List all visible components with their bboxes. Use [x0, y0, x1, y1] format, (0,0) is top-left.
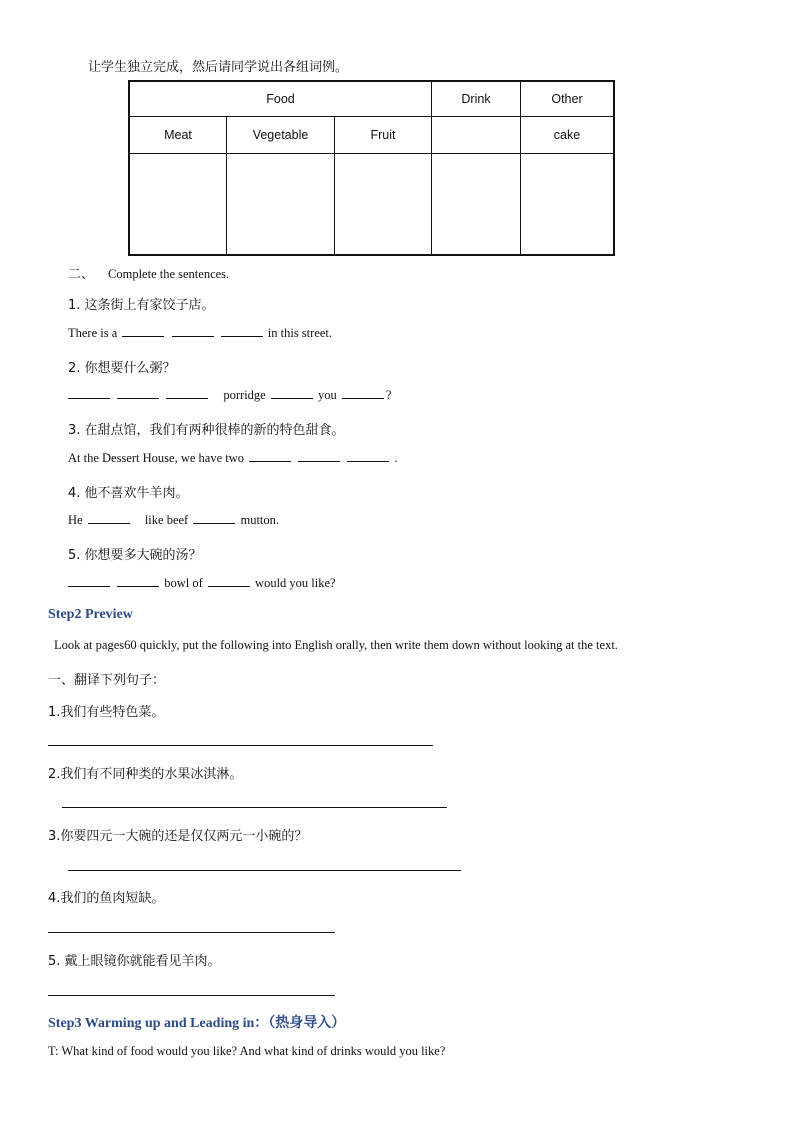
q4-part-b: like beef — [144, 513, 189, 527]
translate-3: 3.你要四元一大碗的还是仅仅两元一小碗的？ — [48, 829, 308, 844]
q4-part-a: He — [68, 513, 83, 527]
answer-line-5[interactable] — [48, 995, 335, 996]
q4-part-c: mutton. — [240, 513, 280, 527]
subheader-vegetable: Vegetable — [227, 117, 335, 154]
q3-part-a: At the Dessert House, we have two — [68, 451, 244, 465]
answer-line-2[interactable] — [62, 807, 447, 808]
step2-instruction: Look at pages60 quickly, put the following into English orally, then write them down without looking at the text. — [54, 638, 618, 652]
q4-chinese: 4. 他不喜欢牛羊肉。 — [68, 486, 189, 501]
q4-blank-1[interactable] — [88, 513, 130, 524]
subheader-cake: cake — [521, 117, 615, 154]
q1-blank-2[interactable] — [172, 326, 214, 337]
subheader-fruit: Fruit — [335, 117, 432, 154]
step3-title: Step3 Warming up and Leading in：（热身导入） — [48, 1016, 346, 1031]
step2-title: Step2 Preview — [48, 607, 133, 622]
q3-blank-1[interactable] — [249, 451, 291, 462]
q3-part-b: . — [394, 451, 398, 465]
q3-chinese: 3. 在甜点馆，我们有两种很棒的新的特色甜食。 — [68, 423, 345, 438]
q2-english — [68, 388, 391, 403]
q5-chinese: 5. 你想要多大碗的汤？ — [68, 548, 202, 563]
q3-blank-3[interactable] — [347, 451, 389, 462]
q2-part-a: porridge — [223, 388, 266, 402]
step2-subheading: 一、翻译下列句子： — [48, 673, 166, 688]
cell-vegetable — [227, 154, 335, 256]
complete-heading — [68, 263, 229, 283]
q2-part-b: you — [317, 388, 337, 402]
q1-part-a: There is a — [68, 326, 118, 340]
cell-other — [521, 154, 615, 256]
q5-blank-2[interactable] — [117, 576, 159, 587]
intro-text: 让学生独立完成，然后请同学说出各组词例。 — [88, 60, 349, 75]
q5-blank-1[interactable] — [68, 576, 110, 587]
subheader-drink — [432, 117, 521, 154]
q1-blank-1[interactable] — [122, 326, 164, 337]
translate-2: 2.我们有不同种类的水果冰淇淋。 — [48, 767, 243, 782]
cell-meat — [129, 154, 227, 256]
cell-drink — [432, 154, 521, 256]
complete-number: 二、 — [68, 267, 95, 282]
translate-4: 4.我们的鱼肉短缺。 — [48, 891, 165, 906]
q5-part-b: would you like? — [255, 576, 336, 590]
q2-blank-1[interactable] — [68, 388, 110, 399]
subheader-meat: Meat — [129, 117, 227, 154]
q2-blank-4[interactable] — [271, 388, 313, 399]
q3-english — [68, 451, 398, 466]
q5-english — [68, 576, 336, 591]
answer-line-1[interactable] — [48, 745, 433, 746]
q4-blank-2[interactable] — [193, 513, 235, 524]
q5-part-a: bowl of — [164, 576, 203, 590]
step3-line: T: What kind of food would you like? And what kind of drinks would you like? — [48, 1044, 446, 1058]
q1-blank-3[interactable] — [221, 326, 263, 337]
q1-chinese: 1. 这条街上有家饺子店。 — [68, 298, 215, 313]
header-other: Other — [521, 81, 615, 117]
q3-blank-2[interactable] — [298, 451, 340, 462]
translate-5: 5. 戴上眼镜你就能看见羊肉。 — [48, 954, 221, 969]
translate-1: 1.我们有些特色菜。 — [48, 705, 165, 720]
header-drink: Drink — [432, 81, 521, 117]
answer-line-3[interactable] — [68, 870, 461, 871]
q2-blank-5[interactable] — [342, 388, 384, 399]
answer-line-4[interactable] — [48, 932, 335, 933]
q2-chinese: 2. 你想要什么粥？ — [68, 361, 176, 376]
cell-fruit — [335, 154, 432, 256]
q2-part-c: ? — [385, 388, 392, 402]
q1-part-b: in this street. — [267, 326, 333, 340]
q5-blank-3[interactable] — [208, 576, 250, 587]
q4-english — [68, 513, 279, 528]
q2-blank-3[interactable] — [166, 388, 208, 399]
complete-title: Complete the sentences. — [108, 267, 230, 281]
q1-english — [68, 326, 332, 341]
header-food: Food — [129, 81, 432, 117]
food-category-table — [128, 80, 615, 256]
q2-blank-2[interactable] — [117, 388, 159, 399]
